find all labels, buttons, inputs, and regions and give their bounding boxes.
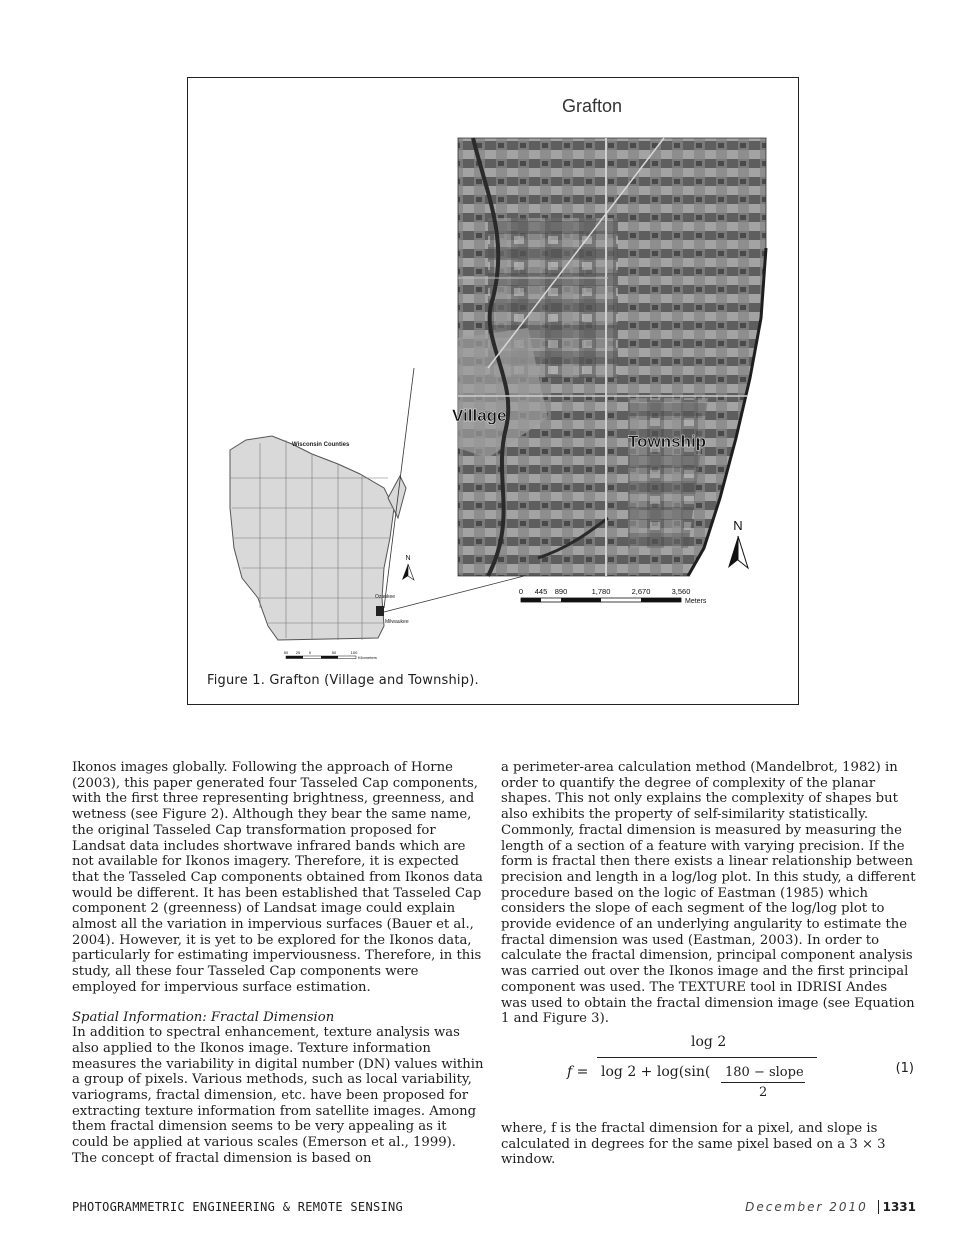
label-township: Township xyxy=(628,432,707,451)
inner-fraction-bar xyxy=(721,1082,805,1083)
right-column xyxy=(501,760,916,1168)
issue-date: December 2010 xyxy=(745,1200,868,1214)
wisconsin-counties-inset xyxy=(230,436,406,640)
journal-name: PHOTOGRAMMETRIC ENGINEERING & REMOTE SENSING xyxy=(72,1200,404,1214)
equation-numerator: log 2 xyxy=(691,1033,727,1050)
equation-number: (1) xyxy=(895,1060,914,1076)
figure-1 xyxy=(187,77,799,705)
scale-tick-label: 3,560 xyxy=(671,587,691,596)
left-paragraph-2: In addition to spectral enhancement, texture analysis was also applied to the Ikonos image. Texture information measures the variability in digital number (DN) values within a group of pixels. Various methods, such as local variability, variograms, fractal dimension, etc. have been proposed for extracting texture information from satellite images. Among them fractal dimension seems to be very appealing as it could be applied at various scales (Emerson et al., 1999). The concept of fractal dimension is based on xyxy=(72,1025,484,1166)
fraction-bar xyxy=(597,1057,817,1058)
left-column xyxy=(72,760,484,1167)
small-scale-tick-label: 25 xyxy=(295,650,301,655)
small-scale-tick-label: 100 xyxy=(350,650,358,655)
equation-1 xyxy=(501,1035,916,1117)
right-paragraph-1: a perimeter-area calculation method (Mandelbrot, 1982) in order to quantify the degree of complexity of the planar shapes. This not only explains the complexity of shapes but also exhibits the property of self-similarity statistically. Commonly, fractal dimension is measured by measuring the length of a section of a feature with varying precision. If the form is fractal then there exists a linear relationship between precision and length in a log/log plot. In this study, a different procedure based on the logic of Eastman (1985) which considers the slope of each segment of the log/log plot to provide evidence of an underlying angularity to estimate the fractal dimension was used (Eastman, 2003). In order to calculate the fractal dimension, principal component analysis was carried out over the Ikonos image and the first principal component was used. The TEXTURE tool in IDRISI Andes was used to obtain the fractal dimension image (see Equation 1 and Figure 3). xyxy=(501,760,916,1027)
scale-tick-label: 1,780 xyxy=(591,587,611,596)
grafton-map-figure xyxy=(188,78,798,704)
scale-tick-label: 890 xyxy=(554,587,568,596)
north-arrow-label: N xyxy=(733,518,743,533)
small-scale-unit: Kilometers xyxy=(358,655,377,660)
label-village: Village xyxy=(452,406,507,425)
scale-tick-label: 2,670 xyxy=(631,587,651,596)
small-north-arrow-label: N xyxy=(405,555,411,562)
equation-inner-numerator: 180 − slope xyxy=(725,1064,804,1080)
scale-tick-label: 0 xyxy=(518,587,524,596)
label-wisconsin-counties: Wisconsin Counties xyxy=(292,442,350,448)
figure-caption: Figure 1. Grafton (Village and Township). xyxy=(207,673,479,688)
section-heading: Spatial Information: Fractal Dimension xyxy=(72,1009,335,1025)
left-paragraph-1: Ikonos images globally. Following the approach of Horne (2003), this paper generated four Tasseled Cap components, with the first three representing brightness, greenness, and wetness (see Figure 2). Although they bear the same name, the original Tasseled Cap transformation proposed for Landsat data includes shortwave infrared bands which are not available for Ikonos imagery. Therefore, it is expected that the Tasseled Cap components obtained from Ikonos data would be different. It has been established that Tasseled Cap component 2 (greenness) of Landsat image could explain almost all the variation in impervious surfaces (Bauer et al., 2004). However, it is yet to be explored for the Ikonos data, particularly for estimating imperviousness. Therefore, in this study, all these four Tasseled Cap components were employed for impervious surface estimation. xyxy=(72,760,483,995)
small-scale-tick-label: 50 xyxy=(331,650,337,655)
right-paragraph-2: where, f is the fractal dimension for a pixel, and slope is calculated in degrees for the same pixel based on a 3 × 3 window. xyxy=(501,1120,886,1168)
small-scale-tick-label: 50 xyxy=(283,650,289,655)
scale-unit: Meters xyxy=(685,598,707,605)
map-title: Grafton xyxy=(561,96,623,116)
page-number: 1331 xyxy=(878,1200,916,1214)
scale-bar xyxy=(519,587,707,605)
small-scale-bar xyxy=(284,650,377,660)
small-scale-tick-label: 0 xyxy=(308,650,312,655)
aerial-image xyxy=(458,138,766,576)
page-footer xyxy=(745,1200,916,1214)
small-north-arrow-icon xyxy=(402,555,414,580)
equation-inner-denominator: 2 xyxy=(759,1084,768,1100)
label-ozaukee: Ozaukee xyxy=(375,594,396,600)
scale-tick-label: 445 xyxy=(534,587,548,596)
equation-lhs: f = xyxy=(567,1063,589,1080)
label-milwaukee: Milwaukee xyxy=(385,619,409,625)
north-arrow-icon xyxy=(728,518,748,568)
equation-denominator: log 2 + log(sin( xyxy=(601,1063,711,1080)
